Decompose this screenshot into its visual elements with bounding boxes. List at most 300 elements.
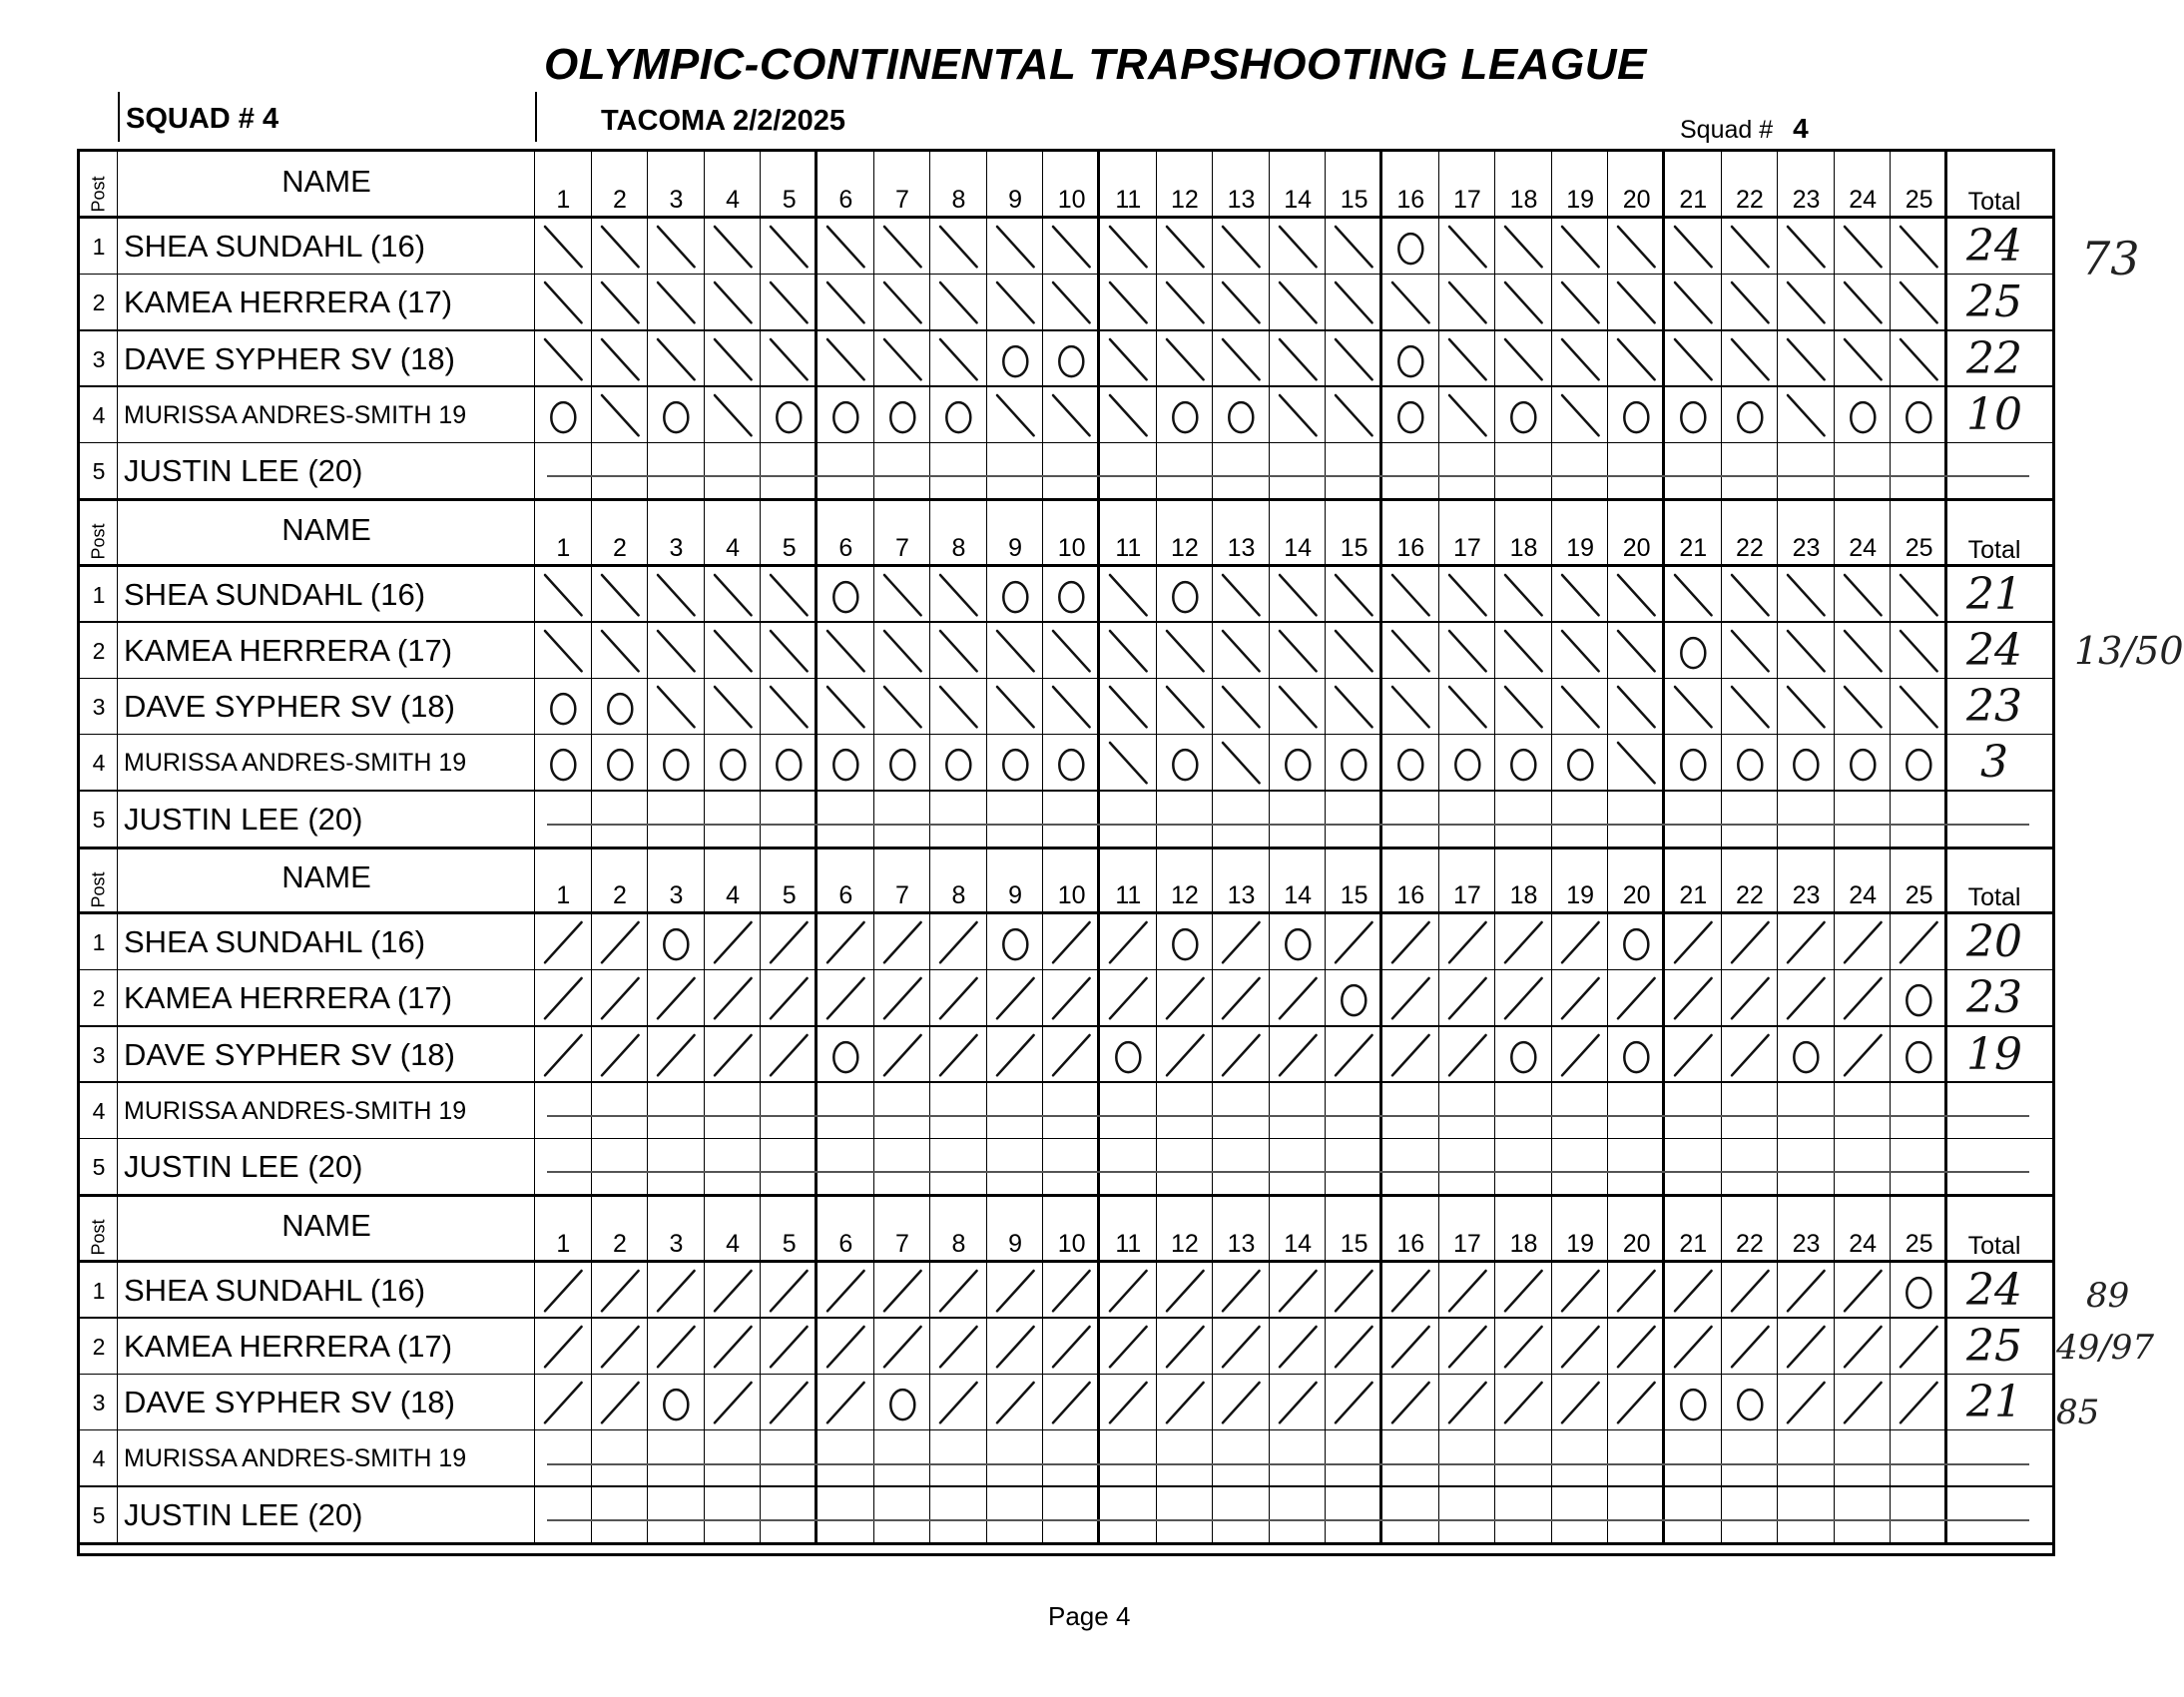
hit-mark xyxy=(987,679,1044,735)
hit-mark xyxy=(1270,1263,1327,1319)
hit-mark xyxy=(987,1319,1044,1375)
hit-mark xyxy=(1608,1319,1665,1375)
miss-mark xyxy=(987,331,1044,387)
miss-mark xyxy=(1665,387,1722,443)
miss-mark xyxy=(1439,735,1496,791)
hit-mark xyxy=(761,970,818,1026)
hit-mark xyxy=(1778,219,1835,275)
hit-mark xyxy=(1213,914,1270,970)
hit-mark xyxy=(1326,1319,1382,1375)
hit-mark xyxy=(1157,623,1214,679)
page-number: Page 4 xyxy=(1048,1601,1131,1631)
post-number: 3 xyxy=(92,345,106,372)
post-number: 1 xyxy=(92,929,106,955)
name-header: NAME xyxy=(281,859,371,894)
miss-mark xyxy=(1270,914,1327,970)
hit-mark xyxy=(1552,970,1609,1026)
hit-mark xyxy=(930,567,987,623)
target-number: 6 xyxy=(838,533,853,562)
target-number: 9 xyxy=(1008,186,1023,214)
target-number: 14 xyxy=(1284,881,1312,909)
hit-mark xyxy=(705,1263,762,1319)
target-number: 22 xyxy=(1735,186,1764,214)
hit-mark xyxy=(705,970,762,1026)
target-number: 25 xyxy=(1905,533,1933,562)
target-number: 1 xyxy=(556,881,571,909)
miss-mark xyxy=(1778,1027,1835,1083)
hit-mark xyxy=(987,970,1044,1026)
header-divider xyxy=(535,92,537,142)
target-number: 8 xyxy=(951,1229,966,1258)
hit-mark xyxy=(1439,1263,1496,1319)
post-number: 2 xyxy=(92,289,106,316)
miss-mark xyxy=(535,735,592,791)
post-number: 4 xyxy=(92,1445,106,1472)
hit-mark xyxy=(1778,275,1835,330)
miss-mark xyxy=(1835,735,1892,791)
miss-mark xyxy=(1835,387,1892,443)
hit-mark xyxy=(705,1027,762,1083)
hit-mark xyxy=(1270,567,1327,623)
miss-mark xyxy=(930,735,987,791)
target-number: 11 xyxy=(1115,1229,1142,1258)
miss-mark xyxy=(648,387,705,443)
hit-mark xyxy=(818,970,874,1026)
target-number: 14 xyxy=(1284,186,1312,214)
hit-mark xyxy=(1043,1263,1100,1319)
hit-mark xyxy=(1043,914,1100,970)
hit-mark xyxy=(1722,679,1779,735)
shooter-name: KAMEA HERRERA (17) xyxy=(124,632,453,668)
target-number: 17 xyxy=(1452,1229,1481,1258)
hit-mark xyxy=(1382,1375,1439,1430)
hit-mark xyxy=(1439,914,1496,970)
miss-mark xyxy=(535,679,592,735)
target-number: 13 xyxy=(1227,186,1256,214)
hit-mark xyxy=(761,679,818,735)
shooter-name: JUSTIN LEE (20) xyxy=(124,453,363,489)
hit-mark xyxy=(761,914,818,970)
target-number: 10 xyxy=(1057,186,1086,214)
target-number: 14 xyxy=(1284,1229,1312,1258)
miss-mark xyxy=(1608,1027,1665,1083)
miss-mark xyxy=(930,387,987,443)
hit-mark xyxy=(818,623,874,679)
hit-mark xyxy=(648,567,705,623)
hit-mark xyxy=(592,1027,649,1083)
total-header: Total xyxy=(1967,883,2021,911)
target-number: 1 xyxy=(556,186,571,214)
hit-mark xyxy=(1665,331,1722,387)
miss-mark xyxy=(1270,735,1327,791)
hit-mark xyxy=(1270,275,1327,330)
target-number: 7 xyxy=(894,1229,909,1258)
hit-mark xyxy=(592,567,649,623)
target-number: 11 xyxy=(1115,186,1142,214)
target-number: 4 xyxy=(726,186,741,214)
post-number: 5 xyxy=(92,806,106,833)
miss-mark xyxy=(1891,387,1947,443)
hit-mark xyxy=(1439,970,1496,1026)
target-number: 6 xyxy=(838,881,853,909)
hit-mark xyxy=(1213,275,1270,330)
hit-mark xyxy=(987,1027,1044,1083)
hit-mark xyxy=(1157,970,1214,1026)
hit-mark xyxy=(1439,387,1496,443)
total-header: Total xyxy=(1967,188,2021,216)
hit-mark xyxy=(874,914,931,970)
hit-mark xyxy=(592,1375,649,1430)
hit-mark xyxy=(1835,679,1892,735)
hit-mark xyxy=(1495,219,1552,275)
target-number: 16 xyxy=(1396,881,1425,909)
miss-mark xyxy=(705,735,762,791)
target-number: 20 xyxy=(1622,1229,1651,1258)
hit-mark xyxy=(1157,1319,1214,1375)
target-number: 8 xyxy=(951,186,966,214)
hit-mark xyxy=(1382,970,1439,1026)
hit-mark xyxy=(592,970,649,1026)
target-number: 18 xyxy=(1509,881,1538,909)
hit-mark xyxy=(1665,970,1722,1026)
row-total: 3 xyxy=(1980,737,2008,789)
hit-mark xyxy=(874,1027,931,1083)
hit-mark xyxy=(1778,970,1835,1026)
hit-mark xyxy=(1552,679,1609,735)
hit-mark xyxy=(1100,914,1157,970)
hit-mark xyxy=(930,331,987,387)
hit-mark xyxy=(1157,275,1214,330)
hit-mark xyxy=(1552,331,1609,387)
miss-mark xyxy=(1722,1375,1779,1430)
shooter-name: MURISSA ANDRES-SMITH 19 xyxy=(124,1444,467,1473)
hit-mark xyxy=(1552,1319,1609,1375)
hit-mark xyxy=(930,1027,987,1083)
hit-mark xyxy=(874,970,931,1026)
hit-mark xyxy=(1382,679,1439,735)
target-number: 8 xyxy=(951,533,966,562)
hit-mark xyxy=(1213,331,1270,387)
shooter-name: KAMEA HERRERA (17) xyxy=(124,980,453,1016)
miss-mark xyxy=(1326,970,1382,1026)
target-number: 16 xyxy=(1396,533,1425,562)
target-number: 1 xyxy=(556,533,571,562)
hit-mark xyxy=(1043,219,1100,275)
hit-mark xyxy=(1722,914,1779,970)
hit-mark xyxy=(1665,1263,1722,1319)
target-number: 24 xyxy=(1849,186,1877,214)
round-block xyxy=(80,152,2052,500)
hit-mark xyxy=(1891,1375,1947,1430)
hit-mark xyxy=(1100,1319,1157,1375)
name-header: NAME xyxy=(281,511,371,547)
blank-row-line xyxy=(547,1463,2029,1465)
hit-mark xyxy=(1778,387,1835,443)
hit-mark xyxy=(1495,1375,1552,1430)
shooter-name: SHEA SUNDAHL (16) xyxy=(124,1272,426,1308)
hit-mark xyxy=(1835,1319,1892,1375)
hit-mark xyxy=(592,275,649,330)
hit-mark xyxy=(1270,679,1327,735)
hit-mark xyxy=(1835,1375,1892,1430)
target-number: 10 xyxy=(1057,1229,1086,1258)
miss-mark xyxy=(1495,1027,1552,1083)
post-number: 5 xyxy=(92,458,106,485)
target-number: 9 xyxy=(1008,1229,1023,1258)
hit-mark xyxy=(1891,275,1947,330)
miss-mark xyxy=(1213,387,1270,443)
miss-mark xyxy=(818,387,874,443)
target-number: 23 xyxy=(1792,881,1821,909)
hit-mark xyxy=(1778,1263,1835,1319)
target-number: 4 xyxy=(726,533,741,562)
hit-mark xyxy=(1100,1375,1157,1430)
target-number: 1 xyxy=(556,1229,571,1258)
hit-mark xyxy=(1270,623,1327,679)
hit-mark xyxy=(1100,1263,1157,1319)
hit-mark xyxy=(1326,623,1382,679)
hit-mark xyxy=(705,914,762,970)
name-column xyxy=(118,848,535,1196)
hit-mark xyxy=(1043,387,1100,443)
hit-mark xyxy=(1439,1319,1496,1375)
target-number: 12 xyxy=(1170,881,1199,909)
hit-mark xyxy=(592,1263,649,1319)
row-total: 19 xyxy=(1966,1028,2022,1080)
target-number: 19 xyxy=(1566,1229,1594,1258)
miss-mark xyxy=(592,679,649,735)
target-number: 12 xyxy=(1170,186,1199,214)
target-number: 18 xyxy=(1509,533,1538,562)
name-column xyxy=(118,152,535,500)
miss-mark xyxy=(874,735,931,791)
miss-mark xyxy=(648,735,705,791)
hit-mark xyxy=(930,679,987,735)
hit-mark xyxy=(1722,331,1779,387)
target-number: 18 xyxy=(1509,186,1538,214)
post-number: 2 xyxy=(92,985,106,1012)
header-divider xyxy=(118,92,120,142)
target-number: 7 xyxy=(894,186,909,214)
shooter-name: DAVE SYPHER SV (18) xyxy=(124,1385,455,1420)
shooter-name: DAVE SYPHER SV (18) xyxy=(124,689,455,725)
miss-mark xyxy=(1157,387,1214,443)
hit-mark xyxy=(535,970,592,1026)
miss-mark xyxy=(1157,567,1214,623)
post-number: 2 xyxy=(92,1333,106,1360)
hit-mark xyxy=(1157,1027,1214,1083)
hit-mark xyxy=(1100,331,1157,387)
target-number: 9 xyxy=(1008,881,1023,909)
hit-mark xyxy=(1608,219,1665,275)
miss-mark xyxy=(1891,1263,1947,1319)
handwritten-note: 89 xyxy=(2086,1276,2130,1316)
post-column xyxy=(80,152,118,500)
hit-mark xyxy=(1608,331,1665,387)
hit-mark xyxy=(1495,275,1552,330)
hit-mark xyxy=(930,970,987,1026)
hit-mark xyxy=(1100,970,1157,1026)
row-rule xyxy=(80,1485,2052,1487)
row-total: 21 xyxy=(1966,568,2022,620)
hit-mark xyxy=(1043,275,1100,330)
hit-mark xyxy=(1270,331,1327,387)
hit-mark xyxy=(1326,219,1382,275)
hit-mark xyxy=(1439,1375,1496,1430)
hit-mark xyxy=(1382,1263,1439,1319)
target-number: 20 xyxy=(1622,533,1651,562)
hit-mark xyxy=(1835,914,1892,970)
hit-mark xyxy=(1495,679,1552,735)
post-column xyxy=(80,500,118,848)
hit-mark xyxy=(1043,679,1100,735)
target-number: 2 xyxy=(612,881,627,909)
miss-mark xyxy=(1665,735,1722,791)
post-number: 3 xyxy=(92,1390,106,1416)
hit-mark xyxy=(1552,1027,1609,1083)
target-number: 22 xyxy=(1735,1229,1764,1258)
hit-mark xyxy=(535,623,592,679)
hit-mark xyxy=(1835,275,1892,330)
hit-mark xyxy=(1382,914,1439,970)
target-number: 3 xyxy=(669,186,684,214)
miss-mark xyxy=(761,387,818,443)
miss-mark xyxy=(1043,735,1100,791)
squad-label: SQUAD # 4 xyxy=(126,103,279,135)
hit-mark xyxy=(1382,275,1439,330)
hit-mark xyxy=(930,623,987,679)
hit-mark xyxy=(1213,1319,1270,1375)
target-number: 21 xyxy=(1679,533,1708,562)
post-number: 3 xyxy=(92,694,106,721)
hit-mark xyxy=(874,623,931,679)
hit-mark xyxy=(648,331,705,387)
hit-mark xyxy=(1552,387,1609,443)
target-number: 22 xyxy=(1735,533,1764,562)
blank-row-line xyxy=(547,1171,2029,1173)
target-number: 21 xyxy=(1679,186,1708,214)
hit-mark xyxy=(1891,679,1947,735)
hit-mark xyxy=(761,1375,818,1430)
hit-mark xyxy=(1157,219,1214,275)
shooter-name: SHEA SUNDAHL (16) xyxy=(124,229,426,264)
hit-mark xyxy=(1835,567,1892,623)
hit-mark xyxy=(1100,275,1157,330)
hit-mark xyxy=(987,623,1044,679)
hit-mark xyxy=(761,1319,818,1375)
miss-mark xyxy=(1382,331,1439,387)
hit-mark xyxy=(1495,623,1552,679)
post-number: 1 xyxy=(92,234,106,260)
row-total: 25 xyxy=(1966,277,2022,328)
miss-mark xyxy=(1157,735,1214,791)
total-header: Total xyxy=(1967,535,2021,564)
hit-mark xyxy=(705,219,762,275)
row-total: 23 xyxy=(1966,681,2022,733)
target-number: 19 xyxy=(1566,533,1594,562)
post-header: Post xyxy=(88,1219,109,1256)
hit-mark xyxy=(1439,219,1496,275)
target-number: 19 xyxy=(1566,881,1594,909)
hit-mark xyxy=(1608,679,1665,735)
target-number: 17 xyxy=(1452,881,1481,909)
post-number: 2 xyxy=(92,637,106,664)
name-column xyxy=(118,1196,535,1544)
hit-mark xyxy=(1326,914,1382,970)
blank-row-line xyxy=(547,1115,2029,1117)
hit-mark xyxy=(535,1319,592,1375)
target-number: 25 xyxy=(1905,881,1933,909)
hit-mark xyxy=(535,219,592,275)
hit-mark xyxy=(648,679,705,735)
target-number: 13 xyxy=(1227,533,1256,562)
squad-number: Squad # 4 xyxy=(1680,113,1809,144)
score-sheet xyxy=(77,149,2055,1556)
hit-mark xyxy=(1213,679,1270,735)
hit-mark xyxy=(592,331,649,387)
hit-mark xyxy=(1043,1027,1100,1083)
target-number: 11 xyxy=(1115,881,1142,909)
hit-mark xyxy=(761,219,818,275)
target-number: 10 xyxy=(1057,881,1086,909)
hit-mark xyxy=(1552,1375,1609,1430)
hit-mark xyxy=(761,1263,818,1319)
hit-mark xyxy=(1495,331,1552,387)
hit-mark xyxy=(1608,735,1665,791)
target-number: 4 xyxy=(726,881,741,909)
target-number: 2 xyxy=(612,533,627,562)
hit-mark xyxy=(874,567,931,623)
hit-mark xyxy=(1043,1319,1100,1375)
hit-mark xyxy=(1270,970,1327,1026)
target-number: 23 xyxy=(1792,186,1821,214)
hit-mark xyxy=(705,623,762,679)
hit-mark xyxy=(987,387,1044,443)
hit-mark xyxy=(1552,623,1609,679)
hit-mark xyxy=(705,1375,762,1430)
hit-mark xyxy=(535,1027,592,1083)
hit-mark xyxy=(930,275,987,330)
target-number: 17 xyxy=(1452,186,1481,214)
target-number: 2 xyxy=(612,186,627,214)
hit-mark xyxy=(1495,567,1552,623)
miss-mark xyxy=(1382,735,1439,791)
hit-mark xyxy=(1157,331,1214,387)
hit-mark xyxy=(1665,1319,1722,1375)
miss-mark xyxy=(1891,1027,1947,1083)
miss-mark xyxy=(1552,735,1609,791)
hit-mark xyxy=(930,1375,987,1430)
hit-mark xyxy=(1891,567,1947,623)
hit-mark xyxy=(930,219,987,275)
target-number: 3 xyxy=(669,533,684,562)
target-number: 14 xyxy=(1284,533,1312,562)
post-number: 1 xyxy=(92,581,106,608)
post-number: 4 xyxy=(92,1097,106,1124)
target-number: 12 xyxy=(1170,1229,1199,1258)
round-block xyxy=(80,1196,2052,1544)
hit-mark xyxy=(1270,219,1327,275)
target-number: 3 xyxy=(669,881,684,909)
hit-mark xyxy=(1891,331,1947,387)
name-header: NAME xyxy=(281,164,371,199)
hit-mark xyxy=(1552,219,1609,275)
hit-mark xyxy=(1552,567,1609,623)
hit-mark xyxy=(1326,1027,1382,1083)
hit-mark xyxy=(1382,1027,1439,1083)
hit-mark xyxy=(1835,331,1892,387)
hit-mark xyxy=(1778,567,1835,623)
